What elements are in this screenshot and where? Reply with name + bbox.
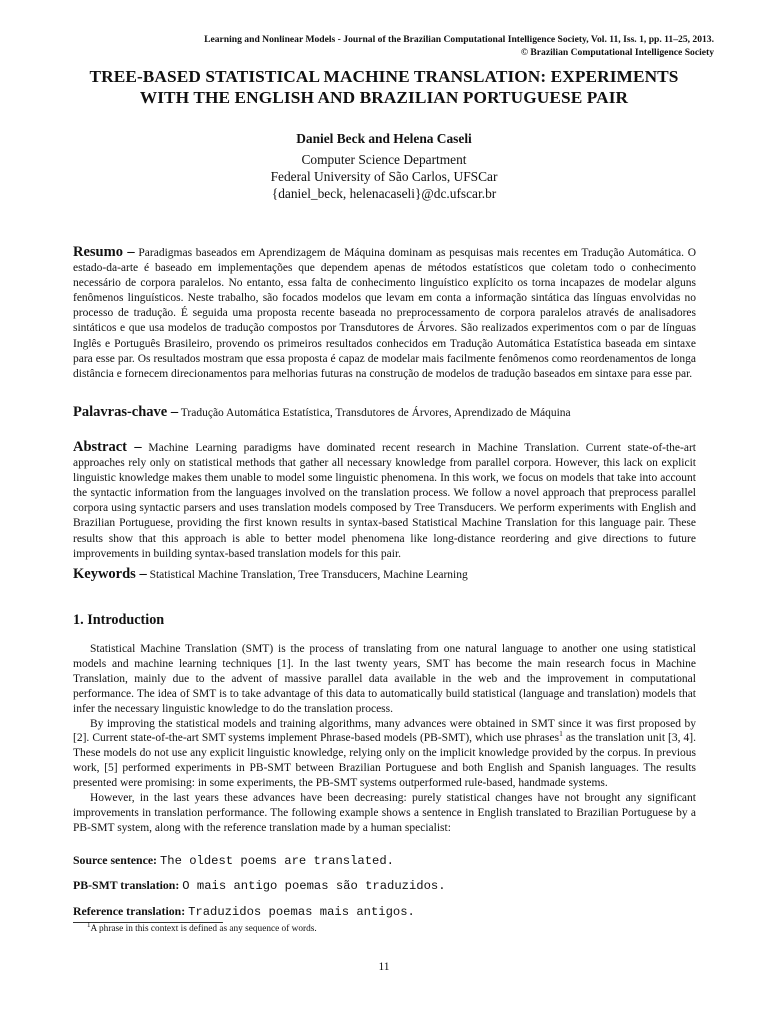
footnote-mark: 1	[87, 920, 91, 929]
intro-paragraph-2	[73, 717, 696, 792]
keywords-text: Statistical Machine Translation, Tree Transducers, Machine Learning	[149, 569, 468, 581]
reference-translation-label: Reference translation:	[73, 904, 186, 918]
palavras-chave-label: Palavras-chave –	[73, 404, 179, 420]
resumo-section	[73, 245, 696, 382]
paper-title	[60, 66, 708, 108]
palavras-chave-text: Tradução Automática Estatística, Transdutores de Árvores, Aprendizado de Máquina	[180, 407, 571, 419]
journal-header	[0, 33, 714, 59]
abstract-text: Machine Learning paradigms have dominated recent research in Machine Translation. Current state-of-the-art approaches rely only on statistical methods that gather all necessary knowledge from parallel corpora. However, this lack on explicit linguistic knowledge makes them unable to model some linguistic phenomena. In this work, we focus on models that take into account the syntactic information from the languages involved on the translation process. We follow a novel approach that preprocess parallel corpora using syntactic parsers and uses translation models composed by Tree Transducers. We perform experiments with English and Brazilian Portuguese, providing the first known results in syntax-based Statistical Machine Translation for this language pair. These results show that this approach is able to better model phenomena like long-distance reordering and give directions to future improvements in building syntax-based translation models for this pair.	[73, 442, 696, 560]
resumo-label: Resumo –	[73, 244, 135, 260]
footnote-ref: 1	[559, 729, 563, 739]
intro-paragraph-2-start: By improving the statistical models and training algorithms, many advances were obtained in SMT since it was first proposed by [2]. Current state-of-the-art SMT systems implement Phrase-based models (PB-SMT), which use phrases	[73, 717, 696, 745]
reference-translation-text: Traduzidos poemas mais antigos.	[188, 905, 415, 919]
journal-citation: Learning and Nonlinear Models - Journal of the Brazilian Computational Intelligence Society, Vol. 11, Iss. 1, pp. 11–25, 2013.	[204, 34, 714, 45]
intro-paragraph-1: Statistical Machine Translation (SMT) is the process of translating from one natural language to another one using statistical models and machine learning techniques [1]. In the last twenty years, SMT has become the main research focus in Machine Translation, mainly due to the advent of massive parallel data available in the web and the improvement in computational performance. The idea of SMT is to take advantage of this data to automatically build statistical (language and translation) models that infer the necessary linguistic knowledge to do the translation process.	[73, 643, 696, 715]
pbsmt-translation-label: PB-SMT translation:	[73, 878, 180, 892]
pbsmt-translation-text: O mais antigo poemas são traduzidos.	[182, 879, 446, 893]
author-block	[0, 130, 768, 202]
author-email: {daniel_beck, helenacaseli}@dc.ufscar.br	[271, 186, 497, 201]
example-source	[73, 853, 696, 868]
keywords-section	[73, 567, 696, 583]
palavras-chave-section	[73, 405, 696, 421]
author-university: Federal University of São Carlos, UFSCar	[270, 169, 498, 184]
introduction-body	[73, 642, 696, 836]
example-reference	[73, 904, 696, 919]
copyright-line: © Brazilian Computational Intelligence Society	[520, 47, 714, 58]
author-department: Computer Science Department	[301, 152, 467, 167]
author-names: Daniel Beck and Helena Caseli	[296, 131, 472, 146]
abstract-label: Abstract –	[73, 439, 142, 455]
footnote-rule	[73, 922, 223, 923]
resumo-text: Paradigmas baseados em Aprendizagem de Máquina dominam as pesquisas mais recentes em Tradução Automática. O estado-da-arte é baseado em implementações que dependem apenas de métodos estatísticos que coletam todo o conhecimento necessário de corpora paralelos. No entanto, essa falta de conhecimento linguístico explícito os torna incapazes de modelar alguns fenômenos linguísticos. Neste trabalho, são focados modelos que levam em conta a informação sintática das línguas envolvidas no processo de tradução. É seguida uma proposta recente baseada no preprocessamento de corpora paralelos através de analisadores sintáticos e que usa modelos de tradução compostos por Transdutores de Árvores. São realizados experimentos com o par de línguas Inglês e Português Brasileiro, provendo os primeiros resultados conhecidos em Tradução Automática Estatística baseada em sintaxe para esse par. Os resultados mostram que essa proposta é capaz de modelar mais facilmente fenômenos como reordenamentos de longa distância e fornecem direcionamentos para melhorias futuras na construção de modelos de tradução baseados em sintaxe para esse par.	[73, 247, 696, 380]
abstract-section	[73, 440, 696, 562]
introduction-heading: 1. Introduction	[73, 612, 165, 628]
title-line-1: TREE-BASED STATISTICAL MACHINE TRANSLATION: EXPERIMENTS	[89, 67, 679, 86]
example-pbsmt	[73, 878, 696, 893]
title-line-2: WITH THE ENGLISH AND BRAZILIAN PORTUGUESE PAIR	[139, 88, 629, 107]
page-number: 11	[378, 961, 390, 973]
footnote-text: A phrase in this context is defined as any sequence of words.	[90, 924, 317, 934]
footnote	[87, 920, 317, 934]
source-sentence-text: The oldest poems are translated.	[159, 854, 394, 868]
intro-paragraph-2-end: as the translation unit [3, 4]. These models do not use any explicit linguistic knowledge, relying only on the implicit knowledge provided by the corpus. In previous work, [5] performed experiments in PB-SMT between Brazilian Portuguese and both English and Spanish languages. The results presented were promising: in some experiments, the PB-SMT systems outperformed rule-based, handmade systems.	[73, 732, 696, 790]
source-sentence-label: Source sentence:	[73, 853, 157, 867]
keywords-label: Keywords –	[73, 566, 147, 582]
intro-paragraph-3: However, in the last years these advances have been decreasing: purely statistical changes have not brought any significant improvements in translation performance. The following example shows a sentence in English translated to Brazilian Portuguese by a PB-SMT system, along with the reference translation made by a human specialist:	[73, 792, 696, 834]
